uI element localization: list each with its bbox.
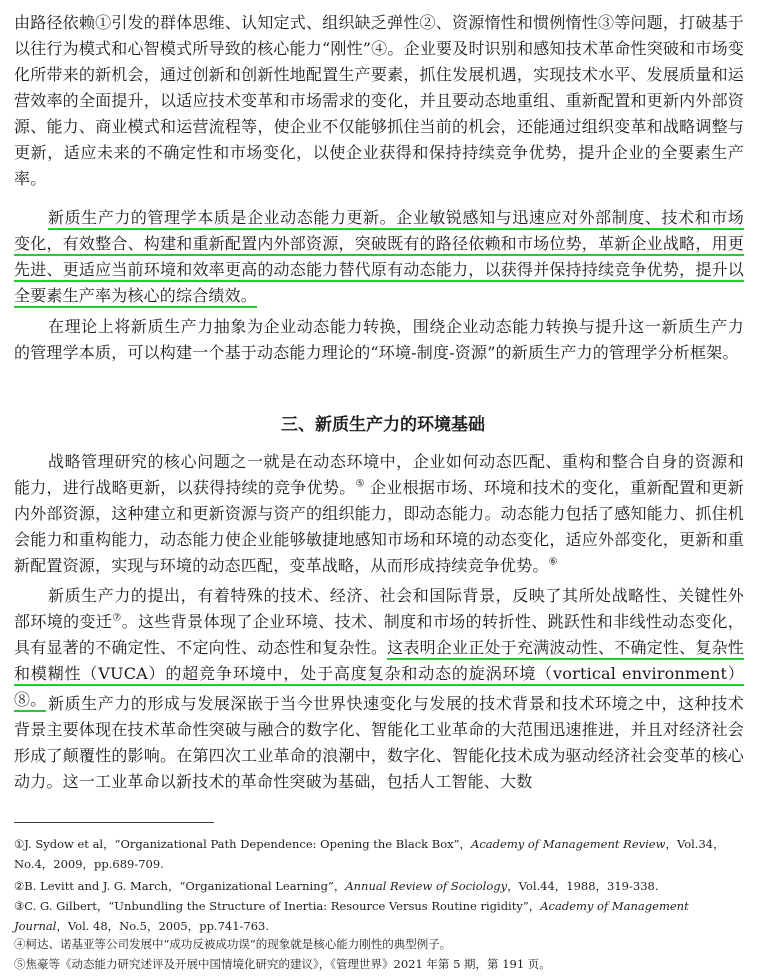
- footnote-5: [14, 954, 744, 974]
- footnote-text: ，Vol. 48，No.5，2005，pp.741-763.: [56, 919, 270, 933]
- paragraph-essence: [14, 205, 744, 309]
- paragraph-text: 在理论上将新质生产力抽象为企业动态能力转换，围绕企业动态能力转换与提升这一新质生产力的管理学本质，可以构建一个基于动态能力理论的“环境-制度-资源”的新质生产力的管理学分析框架。: [14, 317, 744, 362]
- footnote-ref[interactable]: ⑤: [355, 478, 365, 490]
- section-heading: 三、新质生产力的环境基础: [281, 415, 485, 435]
- footnote-divider: [14, 822, 214, 823]
- paragraph-text: 新质生产力的形成与发展深嵌于当今世界快速变化与发展的技术背景和技术环境之中，这种技术背景主要体现在技术革命性突破与融合的数字化、智能化工业革命的大范围迅速推进，并且对经济社会形成了颠覆性的影响。在第四次工业革命的浪潮中，数字化、智能化技术成为驱动经济社会变革的核心动力。这一工业革命以新技术的革命性突破为基础，包括人工智能、大数: [14, 694, 744, 791]
- paragraph-text: 企业根据市场、环境和技术的变化，重新配置和更新内外部资源，这种建立和更新资源与资产的组织能力，即动态能力。动态能力包括了感知能力、抓住机会能力和重构能力，动态能力使企业能够敏捷地感知市场和环境的动态变化，适应外部变化，更新和重新配置资源，实现与环境的动态匹配，变革战略，从而形成持续竞争优势。: [14, 478, 745, 575]
- footnote-1: [14, 834, 744, 874]
- paragraph-text: 由路径依赖①引发的群体思维、认知定式、组织缺乏弹性②、资源惰性和惯例惰性③等问题，打破基于以往行为模式和心智模式所导致的核心能力“刚性”④。企业要及时识别和感知技术革命性突破和市场变化所带来的新机会，通过创新和创新性地配置生产要素，抓住发展机遇，实现技术水平、发展质量和运营效率的全面提升，以适应技术变革和市场需求的变化，并且要动态地重组、重新配置和更新内外部资源、能力、商业模式和运营流程等，使企业不仅能够抓住当前的机会，还能通过组织变革和战略调整与更新，适应未来的不确定性和市场变化，以使企业获得和保持持续竞争优势，提升企业的全要素生产率。: [14, 13, 744, 188]
- paragraph-core-rigidity: [14, 10, 744, 192]
- footnote-text: ，Vol.44，1988，319-338.: [507, 879, 659, 893]
- paragraph-text: 。这些背景体现了企业环境、技术、制度和市场的转折性、跳跃性和非线性动态变化，具有显著的不确定性、不定向性、动态性和复杂性。: [14, 612, 744, 657]
- highlighted-sentence: 新质生产力的管理学本质是企业动态能力更新。企业敏锐感知与迅速应对外部制度、技术和市场变化，有效整合、构建和重新配置内外部资源，突破既有的路径依赖和市场位势，革新企业战略，用更先进、更适应当前环境和效率更高的动态能力替代原有动态能力，以获得并保持持续竞争优势，提升以全要素生产率为核心的综合绩效。: [14, 208, 744, 308]
- footnote-journal: Academy of Management Review: [471, 837, 666, 851]
- footnote-text: ⑤焦豪等《动态能力研究述评及开展中国情境化研究的建议》，《管理世界》2021 年第 5 期，第 191 页。: [14, 957, 551, 971]
- paragraph-text: 新质生产力的提出，有着特殊的技术、经济、社会和国际背景，反映了其所处战略性、关键性外部环境的变迁: [14, 586, 744, 631]
- highlighted-sentence: 这表明企业正处于充满波动性、不确定性、复杂性和模糊性（VUCA）的超竞争环境中，处于高度复杂和动态的旋涡环境（vortical environment）⑧。: [14, 638, 744, 712]
- footnote-4: [14, 934, 744, 954]
- paragraph-strategic-management: [14, 449, 744, 579]
- footnote-ref[interactable]: ⑥: [548, 556, 558, 568]
- footnote-3: [14, 896, 744, 936]
- paragraph-text: 战略管理研究的核心问题之一就是在动态环境中，企业如何动态匹配、重构和整合自身的资源和能力，进行战略更新，以获得持续的竞争优势。: [14, 452, 744, 497]
- paragraph-technology-background: [14, 691, 744, 795]
- footnote-text: ④柯达、诺基亚等公司发展中“成功反被成功误”的现象就是核心能力刚性的典型例子。: [14, 937, 452, 951]
- footnote-text: ，Vol.34，No.4，2009，pp.689-709.: [14, 837, 725, 871]
- paragraph-framework: [14, 314, 744, 366]
- footnote-text: ②B. Levitt and J. G. March，“Organizational Learning”，: [14, 879, 346, 893]
- footnote-journal: Annual Review of Sociology: [345, 879, 508, 893]
- footnote-text: ①J. Sydow et al，“Organizational Path Dependence: Opening the Black Box”，: [14, 837, 472, 851]
- footnote-2: [14, 876, 744, 896]
- footnote-ref[interactable]: ⑦: [112, 612, 122, 624]
- footnote-text: ③C. G. Gilbert，“Unbundling the Structure of Inertia: Resource Versus Routine rigidity”，: [14, 899, 541, 913]
- footnote-journal: Academy of Management Journal: [14, 899, 689, 933]
